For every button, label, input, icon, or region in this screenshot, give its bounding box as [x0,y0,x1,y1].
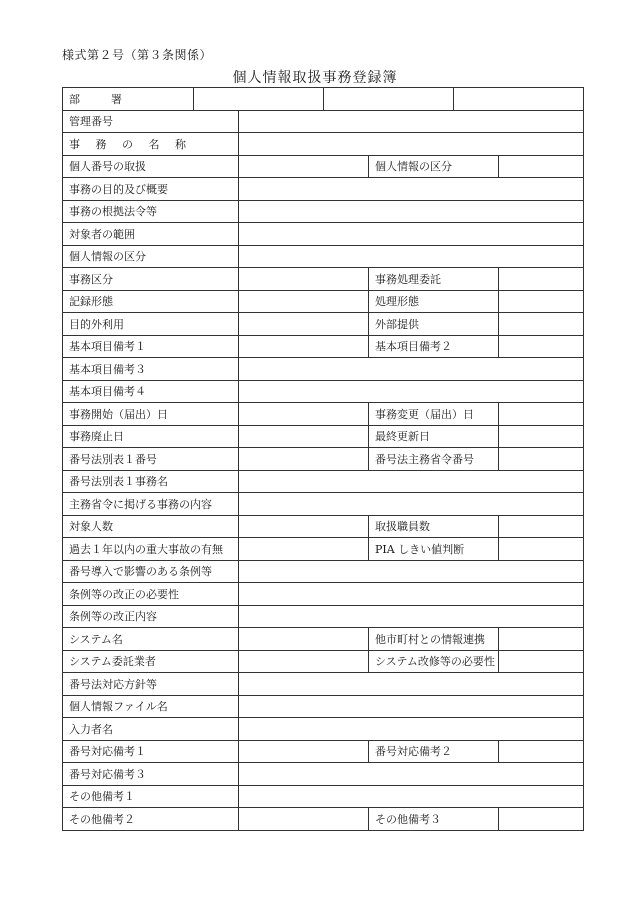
page-title: 個人情報取扱事務登録簿 [232,70,398,86]
dept-value-2[interactable] [324,88,454,111]
table-row [63,785,584,808]
table-row [63,335,584,358]
table-row [63,628,584,651]
value-affected-ordinances[interactable] [239,560,584,583]
label-response-policy: 番号法対応方針等 [63,673,239,696]
label-appendix-number: 番号法別表１番号 [63,448,239,471]
label-record-form: 記録形態 [63,290,239,313]
value-personal-info-category[interactable] [499,155,584,178]
value-basic-note-3[interactable] [239,358,584,381]
label-target-count: 対象人数 [63,515,239,538]
value-outsourcing[interactable] [499,268,584,291]
label-office-name: 事 務 の 名 称 [63,133,239,156]
label-personal-info-category-2: 個人情報の区分 [63,245,239,268]
label-revision-necessity: 条例等の改正の必要性 [63,583,239,606]
table-row [63,605,584,628]
value-office-name[interactable] [239,133,584,156]
label-system-name: システム名 [63,628,239,651]
value-number-note-1[interactable] [239,740,369,763]
label-appendix-office-name: 番号法別表１事務名 [63,470,239,493]
label-ordinance-content: 主務省令に掲げる事務の内容 [63,493,239,516]
label-basic-note-2: 基本項目備考２ [369,335,499,358]
label-other-purpose-use: 目的外利用 [63,313,239,336]
label-pia-threshold: PIA しきい値判断 [369,538,499,561]
label-input-person: 入力者名 [63,718,239,741]
value-other-note-1[interactable] [239,785,584,808]
value-municipal-linkage[interactable] [499,628,584,651]
label-personal-info-file-name: 個人情報ファイル名 [63,695,239,718]
table-row [63,380,584,403]
table-row [63,470,584,493]
table-row [63,695,584,718]
label-affected-ordinances: 番号導入で影響のある条例等 [63,560,239,583]
table-row [63,515,584,538]
value-ordinance-content[interactable] [239,493,584,516]
label-other-note-3: その他備考３ [369,808,499,831]
value-input-person[interactable] [239,718,584,741]
label-last-updated: 最終更新日 [369,425,499,448]
value-management-number[interactable] [239,110,584,133]
label-office-type: 事務区分 [63,268,239,291]
label-number-note-2: 番号対応備考２ [369,740,499,763]
value-start-date[interactable] [239,403,369,426]
registry-table [62,87,584,831]
table-row [63,763,584,786]
value-basic-note-2[interactable] [499,335,584,358]
table-row [63,110,584,133]
table-row [63,538,584,561]
value-target-scope[interactable] [239,223,584,246]
table-row [63,245,584,268]
label-management-number: 管理番号 [63,110,239,133]
value-abolition-date[interactable] [239,425,369,448]
label-ministerial-ordinance-number: 番号法主務省令番号 [369,448,499,471]
label-purpose-overview: 事務の目的及び概要 [63,178,239,201]
label-number-note-1: 番号対応備考１ [63,740,239,763]
label-serious-incident: 過去１年以内の重大事故の有無 [63,538,239,561]
value-other-note-2[interactable] [239,808,369,831]
value-change-date[interactable] [499,403,584,426]
value-number-note-3[interactable] [239,763,584,786]
table-row [63,313,584,336]
dept-value-3[interactable] [454,88,584,111]
label-legal-basis: 事務の根拠法令等 [63,200,239,223]
dept-value-1[interactable] [194,88,324,111]
table-row [63,358,584,381]
table-row [63,808,584,831]
value-purpose-overview[interactable] [239,178,584,201]
value-revision-necessity[interactable] [239,583,584,606]
value-serious-incident[interactable] [239,538,369,561]
label-abolition-date: 事務廃止日 [63,425,239,448]
table-row [63,448,584,471]
label-individual-number-handling: 個人番号の取扱 [63,155,239,178]
value-personal-info-file-name[interactable] [239,695,584,718]
table-row [63,673,584,696]
value-system-contractor[interactable] [239,650,369,673]
table-row [63,268,584,291]
value-last-updated[interactable] [499,425,584,448]
value-system-name[interactable] [239,628,369,651]
table-row [63,493,584,516]
table-row [63,223,584,246]
value-appendix-number[interactable] [239,448,369,471]
label-number-note-3: 番号対応備考３ [63,763,239,786]
value-individual-number-handling[interactable] [239,155,369,178]
label-basic-note-1: 基本項目備考１ [63,335,239,358]
label-basic-note-3: 基本項目備考３ [63,358,239,381]
label-target-scope: 対象者の範囲 [63,223,239,246]
value-target-count[interactable] [239,515,369,538]
table-row [63,583,584,606]
value-office-type[interactable] [239,268,369,291]
label-outsourcing: 事務処理委託 [369,268,499,291]
value-basic-note-1[interactable] [239,335,369,358]
form-number: 様式第２号（第３条関係） [62,48,213,62]
table-row [63,155,584,178]
label-personal-info-category: 個人情報の区分 [369,155,499,178]
value-basic-note-4[interactable] [239,380,584,403]
table-row [63,740,584,763]
value-revision-content[interactable] [239,605,584,628]
value-processing-form[interactable] [499,290,584,313]
table-row [63,133,584,156]
table-row [63,718,584,741]
table-row [63,200,584,223]
label-start-date: 事務開始（届出）日 [63,403,239,426]
value-other-note-3[interactable] [499,808,584,831]
value-personal-info-category-2[interactable] [239,245,584,268]
label-staff-count: 取扱職員数 [369,515,499,538]
table-row [63,650,584,673]
label-basic-note-4: 基本項目備考４ [63,380,239,403]
table-row [63,403,584,426]
label-municipal-linkage: 他市町村との情報連携 [369,628,499,651]
value-response-policy[interactable] [239,673,584,696]
value-appendix-office-name[interactable] [239,470,584,493]
label-system-contractor: システム委託業者 [63,650,239,673]
table-row [63,560,584,583]
value-pia-threshold[interactable] [499,538,584,561]
label-external-provision: 外部提供 [369,313,499,336]
dept-row [63,88,584,111]
label-change-date: 事務変更（届出）日 [369,403,499,426]
value-staff-count[interactable] [499,515,584,538]
value-other-purpose-use[interactable] [239,313,369,336]
label-revision-content: 条例等の改正内容 [63,605,239,628]
table-row [63,425,584,448]
label-other-note-2: その他備考２ [63,808,239,831]
value-ministerial-ordinance-number[interactable] [499,448,584,471]
value-record-form[interactable] [239,290,369,313]
label-processing-form: 処理形態 [369,290,499,313]
value-system-modification[interactable] [499,650,584,673]
table-row [63,178,584,201]
value-legal-basis[interactable] [239,200,584,223]
dept-label: 部 署 [63,88,194,111]
label-system-modification: システム改修等の必要性 [369,650,499,673]
table-row [63,290,584,313]
value-number-note-2[interactable] [499,740,584,763]
label-other-note-1: その他備考１ [63,785,239,808]
value-external-provision[interactable] [499,313,584,336]
